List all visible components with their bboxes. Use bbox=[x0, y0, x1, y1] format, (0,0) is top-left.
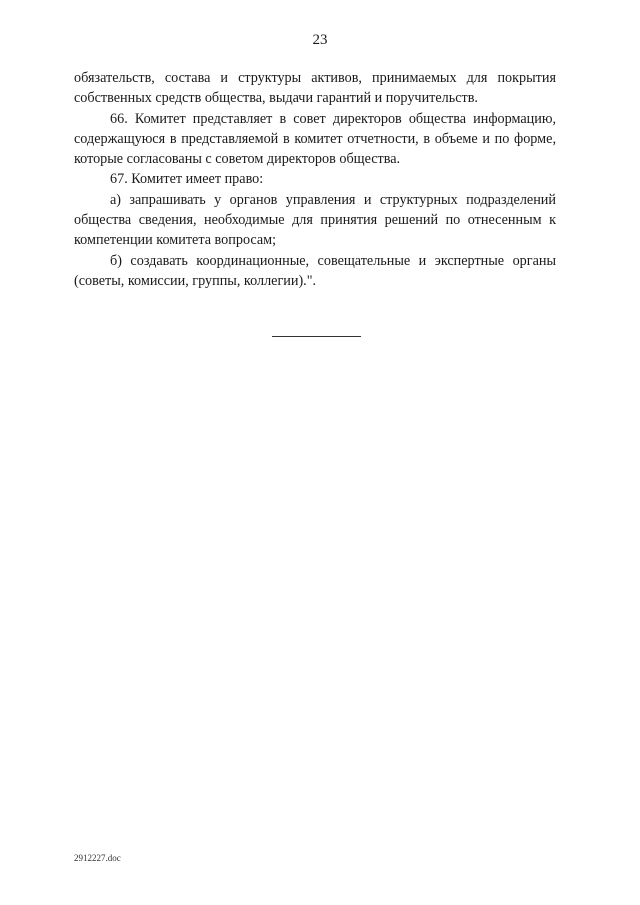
paragraph-continuation: обязательств, состава и структуры активов, принимаемых для покрытия собственных средств общества, выдачи гарантий и поручительств. bbox=[74, 70, 556, 107]
paragraph-item-67: 67. Комитет имеет право: bbox=[110, 171, 264, 188]
footer-file-name: 2912227.doc bbox=[74, 853, 121, 863]
paragraph-item-67-b: б) создавать координационные, совещательные и экспертные органы (советы, комиссии, группы, коллегии).". bbox=[74, 252, 556, 289]
paragraph-item-66: 66. Комитет представляет в совет директоров общества информацию, содержащуюся в представляемой в комитет отчетности, в объеме и по форме, которые согласованы с советом директоров общества. bbox=[74, 110, 556, 168]
paragraph-item-67-a: а) запрашивать у органов управления и структурных подразделений общества сведения, необходимые для принятия решений по отнесенным к компетенции комитета вопросам; bbox=[74, 191, 556, 249]
end-divider bbox=[272, 336, 361, 337]
document-body bbox=[74, 68, 556, 291]
page-number: 23 bbox=[312, 32, 328, 48]
